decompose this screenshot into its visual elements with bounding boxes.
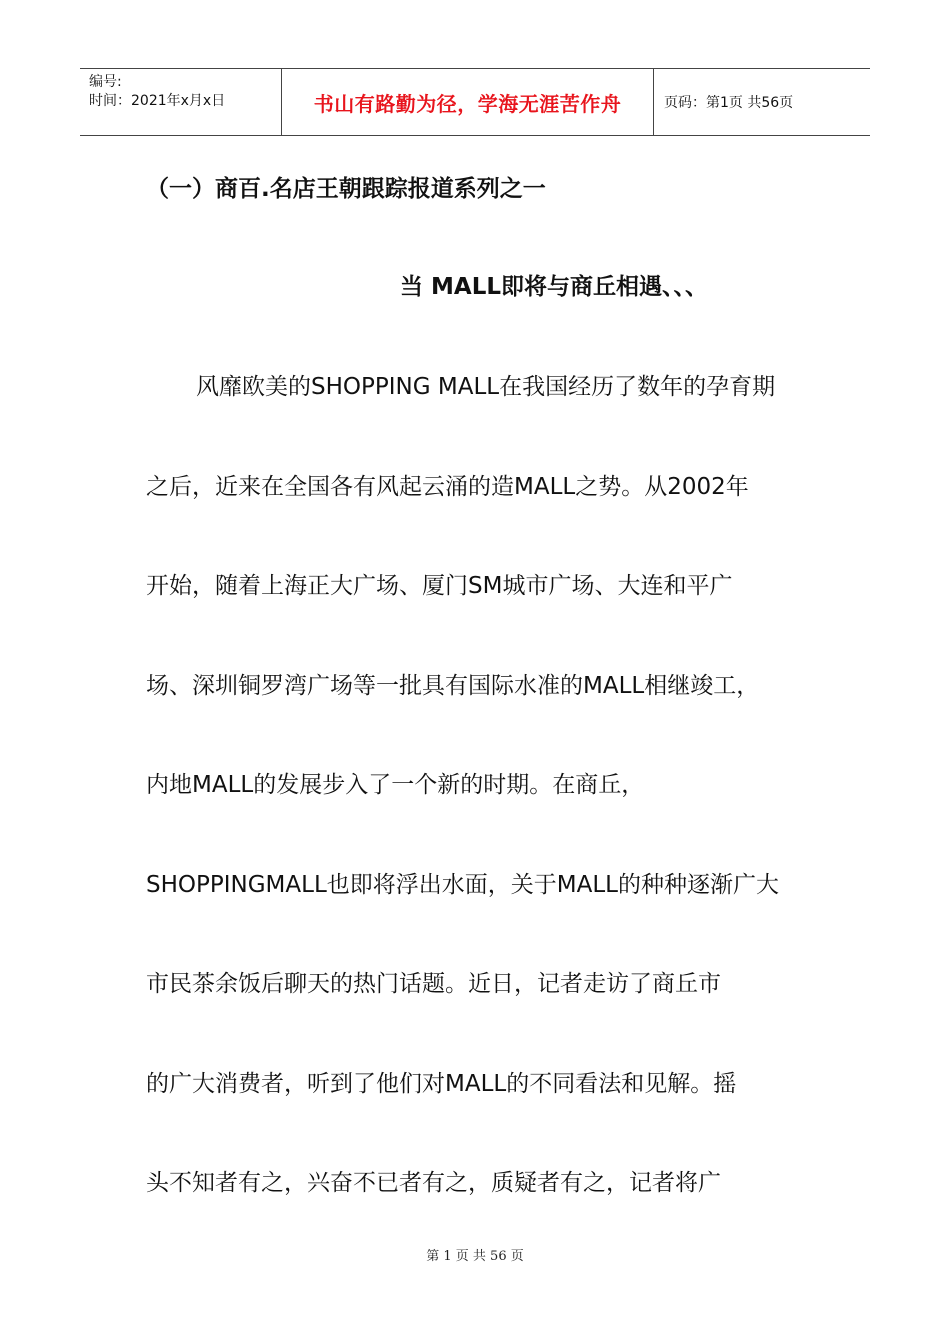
page-footer: 第 1 页 共 56 页 xyxy=(426,1249,524,1264)
body-line: 开始，随着上海正大广场、厦门SM城市广场、大连和平广 xyxy=(146,573,733,599)
body-line: 场、深圳铜罗湾广场等一批具有国际水准的MALL相继竣工， xyxy=(146,672,760,699)
body-line: 内地MALL的发展步入了一个新的时期。在商丘， xyxy=(146,772,645,798)
body-line: 头不知者有之，兴奋不已者有之，质疑者有之，记者将广 xyxy=(146,1170,721,1196)
header-meta xyxy=(80,69,282,135)
document-number-label: 编号: xyxy=(89,74,122,90)
body-line: 之后，近来在全国各有风起云涌的造MALL之势。从2002年 xyxy=(146,473,749,500)
header-motto: 书山有路勤为径，学海无涯苦作舟 xyxy=(282,69,654,135)
section-heading: （一）商百.名店王朝跟踪报道系列之一 xyxy=(146,176,546,202)
body-line: SHOPPINGMALL也即将浮出水面，关于MALL的种种逐渐广大 xyxy=(146,871,779,898)
header-page-info: 页码：第1页 共56页 xyxy=(664,95,794,111)
body-line: 市民茶余饭后聊天的热门话题。近日，记者走访了商丘市 xyxy=(146,971,721,997)
document-header xyxy=(80,68,870,136)
body-line: 风靡欧美的SHOPPING MALL在我国经历了数年的孕育期 xyxy=(196,374,776,400)
body-line: 的广大消费者，听到了他们对MALL的不同看法和见解。摇 xyxy=(146,1070,737,1097)
article-body xyxy=(146,364,816,1260)
article-title: 当 MALL即将与商丘相遇、、、 xyxy=(400,274,709,300)
document-date: 时间：2021年x月x日 xyxy=(89,93,226,109)
